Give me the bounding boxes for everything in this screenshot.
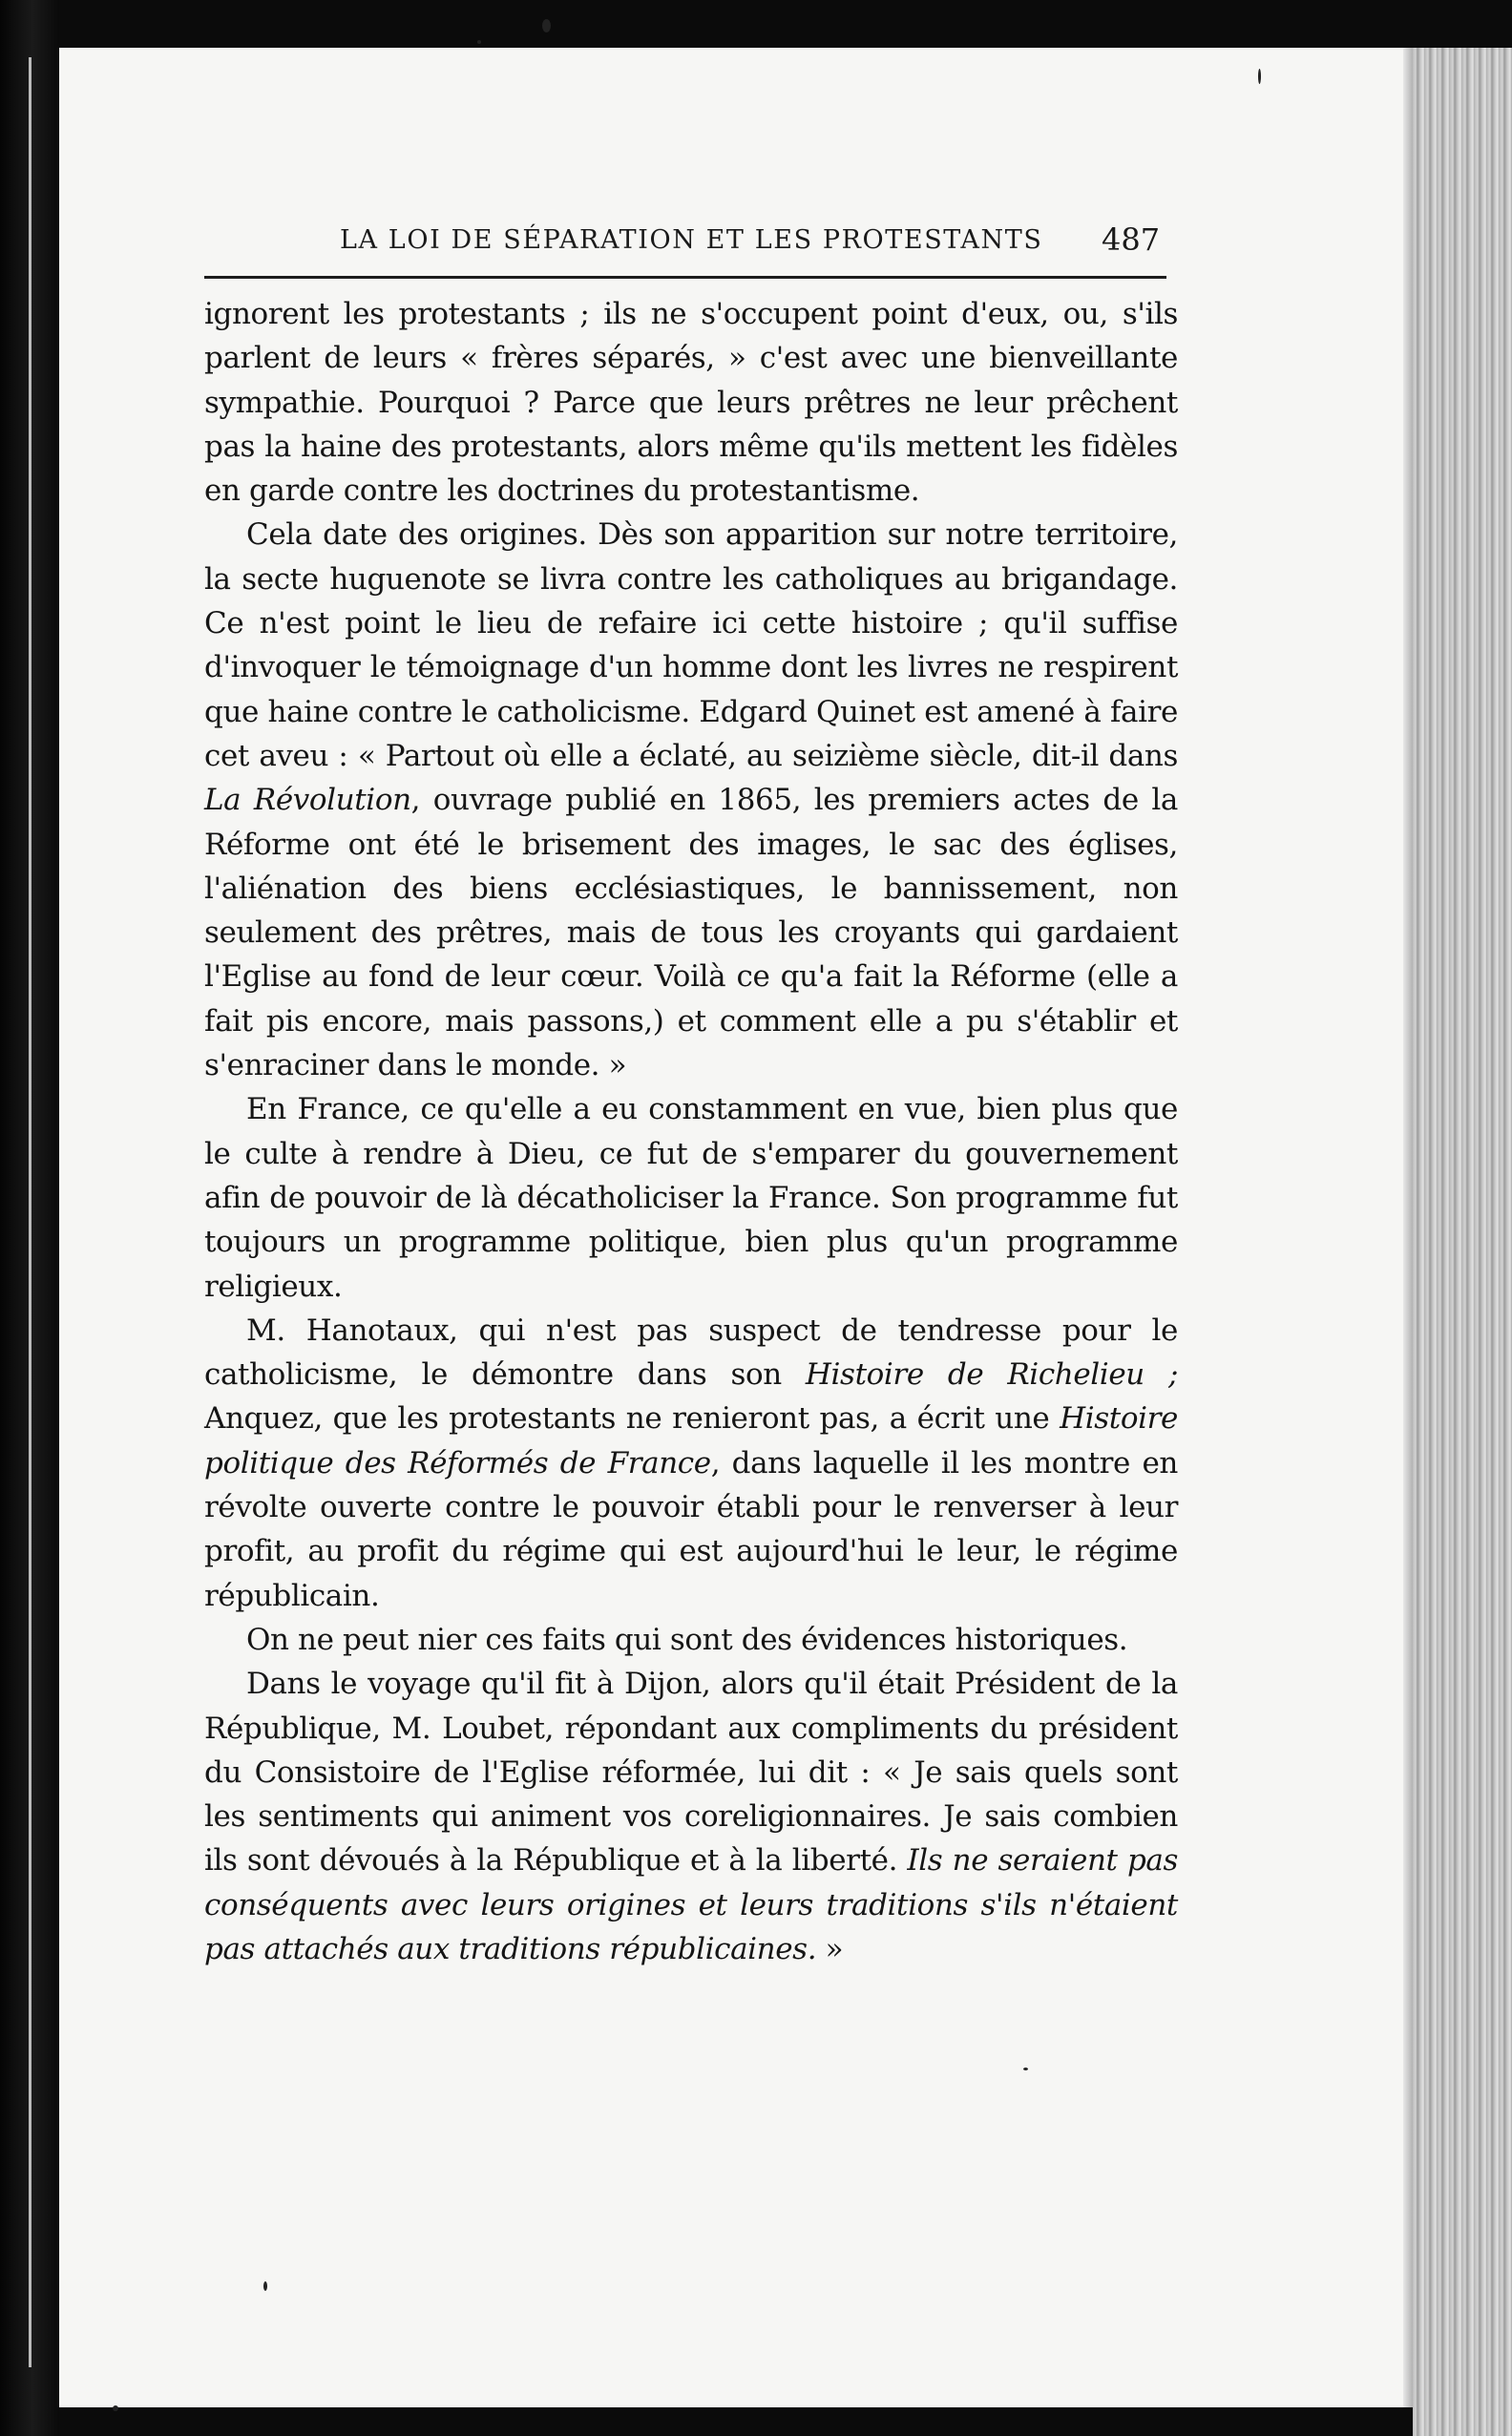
running-title: LA LOI DE SÉPARATION ET LES PROTESTANTS xyxy=(340,225,1043,255)
text-run: , ouvrage publié en 1865, les premiers actes de la Réforme ont été le brisement des images, le sac des églises, l'aliénation des biens ecclésiastiques, le bannissement, non seulement des prêtres, mais de tous les croyants qui gardaient l'Eglise au fond de leur cœur. Voilà ce qu'a fait la Réforme (elle a fait pis encore, mais passons,) et comment elle a pu s'établir et s'enraciner dans le monde. » xyxy=(204,783,1179,1083)
paragraph xyxy=(204,1309,1178,1618)
paragraph xyxy=(204,513,1178,1087)
text-run: , dans laquelle il les montre en révolte ouverte contre le pouvoir établi pour le renverser à leur profit, au profit du régime qui est aujourd'hui le leur, le régime républicain. xyxy=(204,1445,1178,1613)
italic-text-run: Histoire politique des Réformés de France xyxy=(204,1401,1178,1480)
paragraph xyxy=(204,1618,1178,1662)
text-run: » xyxy=(816,1931,844,1966)
body-text xyxy=(204,292,1178,1971)
text-run: En France, ce qu'elle a eu constamment en vue, bien plus que le culte à rendre à Dieu, ce fut de s'emparer du gouvernement afin de pouvoir de là décatholiciser la France. Son programme fut toujours un programme politique, bien plus qu'un programme religieux. xyxy=(204,1092,1178,1304)
text-run: ignorent les protestants ; ils ne s'occupent point d'eux, ou, s'ils parlent de leurs « frères séparés, » c'est avec une bienveillante sympathie. Pourquoi ? Parce que leurs prêtres ne leur prêchent pas la haine des protestants, alors même qu'ils mettent les fidèles en garde contre les doctrines du protestantisme. xyxy=(204,297,1178,509)
text-run: M. Hanotaux, qui n'est pas suspect de tendresse pour le catholicisme, le démontre dans son xyxy=(204,1312,1178,1393)
paragraph xyxy=(204,292,1178,513)
italic-text-run: La Révolution xyxy=(204,783,411,818)
text-run: Cela date des origines. Dès son apparition sur notre territoire, la secte huguenote se livra contre les catholiques au brigandage. Ce n'est point le lieu de refaire ici cette histoire ; qu'il suffise d'invoquer le témoignage d'un homme dont les livres ne respirent que haine contre le catholicisme. Edgard Quinet est amené à faire cet aveu : « Partout où elle a éclaté, au seizième siècle, dit-il dans xyxy=(204,517,1178,773)
stacked-page-edges xyxy=(1413,48,1512,2436)
text-run: On ne peut nier ces faits qui sont des évidences historiques. xyxy=(246,1622,1128,1657)
text-run: Anquez, que les protestants ne renieront pas, a écrit une xyxy=(204,1401,1060,1437)
italic-text-run: Histoire de Richelieu ; xyxy=(805,1357,1178,1393)
page-header xyxy=(216,221,1170,260)
paragraph xyxy=(204,1662,1178,1971)
text-run: Dans le voyage qu'il fit à Dijon, alors qu'il était Président de la République, M. Loubet, répondant aux compliments du président du Consistoire de l'Eglise réformée, lui dit : « Je sais quels sont les sentiments qui animent vos coreligionnaires. Je sais combien ils sont dévoués à la République et à la liberté. xyxy=(204,1667,1178,1879)
paragraph xyxy=(204,1087,1178,1308)
italic-text-run: Ils ne seraient pas conséquents avec leurs origines et leurs traditions s'ils n'étaient pas attachés aux traditions républicaines. xyxy=(204,1843,1178,1966)
header-rule xyxy=(204,276,1166,279)
binding-edge xyxy=(29,57,32,2367)
page-number: 487 xyxy=(1102,221,1161,258)
